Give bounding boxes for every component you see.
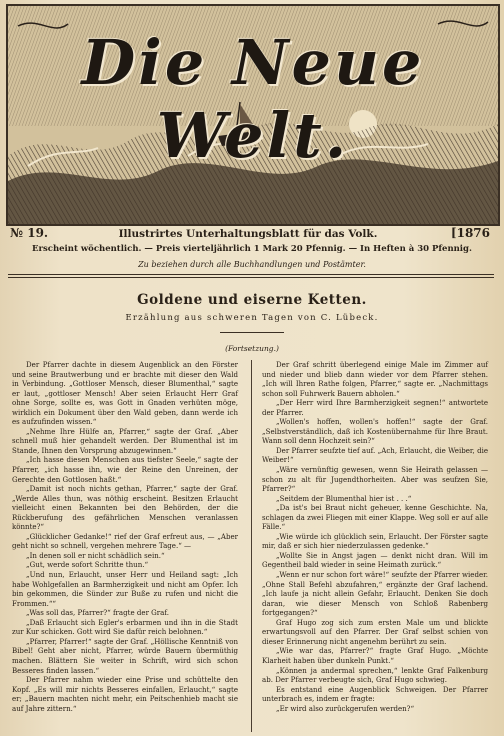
issue-row bbox=[8, 226, 496, 244]
paragraph: „Der Herr wird Ihre Barmherzigkeit segnen!“ antwortete der Pfarrer. bbox=[262, 398, 488, 417]
paragraph: „Ich hasse diesen Menschen aus tiefster Seele,“ sagte der Pfarrer, „ich hasse ihn, wie der Reine den Unreinen, der Gerechte den Gottlosen haßt.“ bbox=[12, 455, 238, 484]
continuation-note: (Fortsetzung.) bbox=[225, 344, 279, 353]
article-title: Goldene und eiserne Ketten. bbox=[137, 292, 367, 308]
issue-year: [1876 bbox=[450, 226, 490, 240]
masthead-illustration bbox=[6, 4, 500, 226]
paragraph: „Er wird also zurückgerufen werden?“ bbox=[276, 703, 415, 713]
paragraph: „Pfarrer, Pfarrer!“ sagte der Graf. „Höllische Kenntniß von Bibel! Geht aber nicht, Pfarrer, würde Bauern übermüthig machen. Blättern Sie weiter in Schrift, wird sich schon Besseres finden lassen.“ bbox=[12, 636, 238, 675]
paragraph: „Glücklicher Gedanke!“ rief der Graf erfreut aus, — „Aber geht nicht so schnell, vergehen mehrere Tage.“ — bbox=[12, 531, 238, 551]
paragraph: „In denen soll er nicht schädlich sein.“ bbox=[26, 550, 165, 560]
paragraph: „Daß Erlaucht sich Egler's erbarmen und ihn in die Stadt zur Kur schicken. Gott wird Sie dafür reich belohnen.“ bbox=[12, 617, 238, 637]
paragraph: „Wäre vernünftig gewesen, wenn Sie Heirath gelassen — schon zu alt für Jugendthorheiten. Aber was seufzen Sie, Pfarrer?“ bbox=[262, 465, 488, 494]
column-divider bbox=[251, 360, 252, 732]
paragraph: „Und nun, Erlaucht, unser Herr und Heiland sagt: „Ich habe Wohlgefallen an Barmherzigkeit und nicht am Opfer. Ich bin gekommen, die Sünder zur Buße zu rufen und nicht die Frommen.““ bbox=[12, 570, 238, 608]
paragraph: Graf Hugo zog sich zum ersten Male um und blickte erwartungsvoll auf den Pfarrer. Der Graf selbst schien von dieser Erinnerung nicht angenehm berührt zu sein. bbox=[262, 617, 488, 646]
paragraph: „Nehme Ihre Hülfe an, Pfarrer,“ sagte der Graf. „Aber schnell muß hier gehandelt werden. Der Blumenthal ist im Stande, Ihnen den Vorsprung abzugewinnen.“ bbox=[12, 426, 238, 455]
paragraph: „Gut, werde sofort Schritte thun.“ bbox=[26, 560, 149, 570]
article-subtitle: Erzählung aus schweren Tagen von C. Lübeck. bbox=[125, 313, 379, 323]
paragraph: „Da ist's bei Braut nicht geheuer, kenne Geschichte. Na, schlagen da zwei Fliegen mit einer Klappe. Weg soll er auf alle Fälle.“ bbox=[262, 503, 488, 532]
article-column-right bbox=[262, 360, 488, 713]
paragraph: „Wie würde ich glücklich sein, Erlaucht. Der Förster sagte mir, daß er sich hier niederzulassen gedenke.“ bbox=[262, 531, 488, 551]
paragraph: „Wie war das, Pfarrer?“ fragte Graf Hugo. „Möchte Klarheit haben über dunkeln Punkt.“ bbox=[262, 646, 488, 665]
masthead-title: Die Neue Welt. bbox=[81, 26, 425, 172]
ordering-info: Zu beziehen durch alle Buchhandlungen und Postämter. bbox=[138, 260, 366, 269]
publication-frequency: Erscheint wöchentlich. — Preis vierteljährlich 1 Mark 20 Pfennig. — In Heften à 30 Pfennig. bbox=[32, 244, 472, 254]
paragraph: „Wollte Sie in Angst jagen — denkt nicht dran. Will im Gegentheil bald wieder in seine Heimath zurück.“ bbox=[262, 550, 488, 570]
paragraph: Der Pfarrer dachte in diesem Augenblick an den Förster und seine Brautwerbung und er brachte mit dieser den Wald in Verbindung. „Gottloser Mensch, dieser Blumenthal,“ sagte er laut, „gottloser Mensch! Aber seien Erlaucht Herr Graf ohne Sorge, sollte es, was Gott in Gnaden verhüten möge, wirklich ein Dokument über den Wald geben, dann werde ich es aufzufinden wissen.“ bbox=[12, 360, 238, 427]
header-rule-top bbox=[8, 274, 494, 275]
paragraph: Der Pfarrer seufzte tief auf. „Ach, Erlaucht, die Weiber, die Weiber!“ bbox=[262, 445, 488, 465]
paragraph: Der Pfarrer nahm wieder eine Prise und schüttelte den Kopf. „Es will mir nichts Besseres einfallen, Erlaucht,“ sagte er; „Bauern machten nicht mehr, ein Peitschenhieb macht sie auf Jahre zittern.“ bbox=[12, 675, 238, 713]
paragraph: „Seitdem der Blumenthal hier ist . . .“ bbox=[276, 493, 412, 503]
paragraph: Es entstand eine Augenblick Schweigen. Der Pfarrer unterbrach es, indem er fragte: bbox=[262, 684, 488, 704]
paragraph: „Wollen's hoffen, wollen's hoffen!“ sagte der Graf. „Selbstverständlich, daß ich Kostenübernahme für Ihre Braut. Wann soll denn Hochzeit sein?“ bbox=[262, 417, 488, 446]
issue-number: № 19. bbox=[10, 226, 49, 240]
paragraph: „Können ja andermal sprechen,“ lenkte Graf Falkenburg ab. Der Pfarrer verbeugte sich, Graf Hugo schwieg. bbox=[262, 665, 488, 685]
article-column-left bbox=[12, 360, 238, 713]
paragraph: Der Graf schritt überlegend einige Male im Zimmer auf und nieder und blieb dann wieder vor dem Pfarrer stehen. „Ich will Ihren Rathe folgen, Pfarrer,“ sagte er. „Nachmittags schon soll Fuhrwerk Bauern abholen.“ bbox=[262, 360, 488, 398]
paragraph: „Damit ist noch nichts gethan, Pfarrer,“ sagte der Graf. „Werde Alles thun, was nöthig erscheint. Besitzen Erlaucht vielleicht einen Bekannten bei den Behörden, der die Rückberufung des gefährlichen Menschen veranlassen könnte?“ bbox=[12, 484, 238, 532]
publication-subtitle: Illustrirtes Unterhaltungsblatt für das Volk. bbox=[118, 228, 378, 240]
paragraph: „Was soll das, Pfarrer?“ fragte der Graf. bbox=[26, 608, 169, 618]
header-rule-bottom bbox=[8, 277, 494, 278]
title-divider bbox=[220, 332, 284, 333]
paragraph: „Wenn er nur schon fort wäre!“ seufzte der Pfarrer wieder. „Ohne Stall Befehl abzufahren,“ ergänzte der Graf lachend. „Ich laufe ja nicht allein Gefahr, Erlaucht. Denken Sie doch daran, wie dieser Mensch von Schloß Rabenberg fortgegangen?“ bbox=[262, 570, 488, 618]
